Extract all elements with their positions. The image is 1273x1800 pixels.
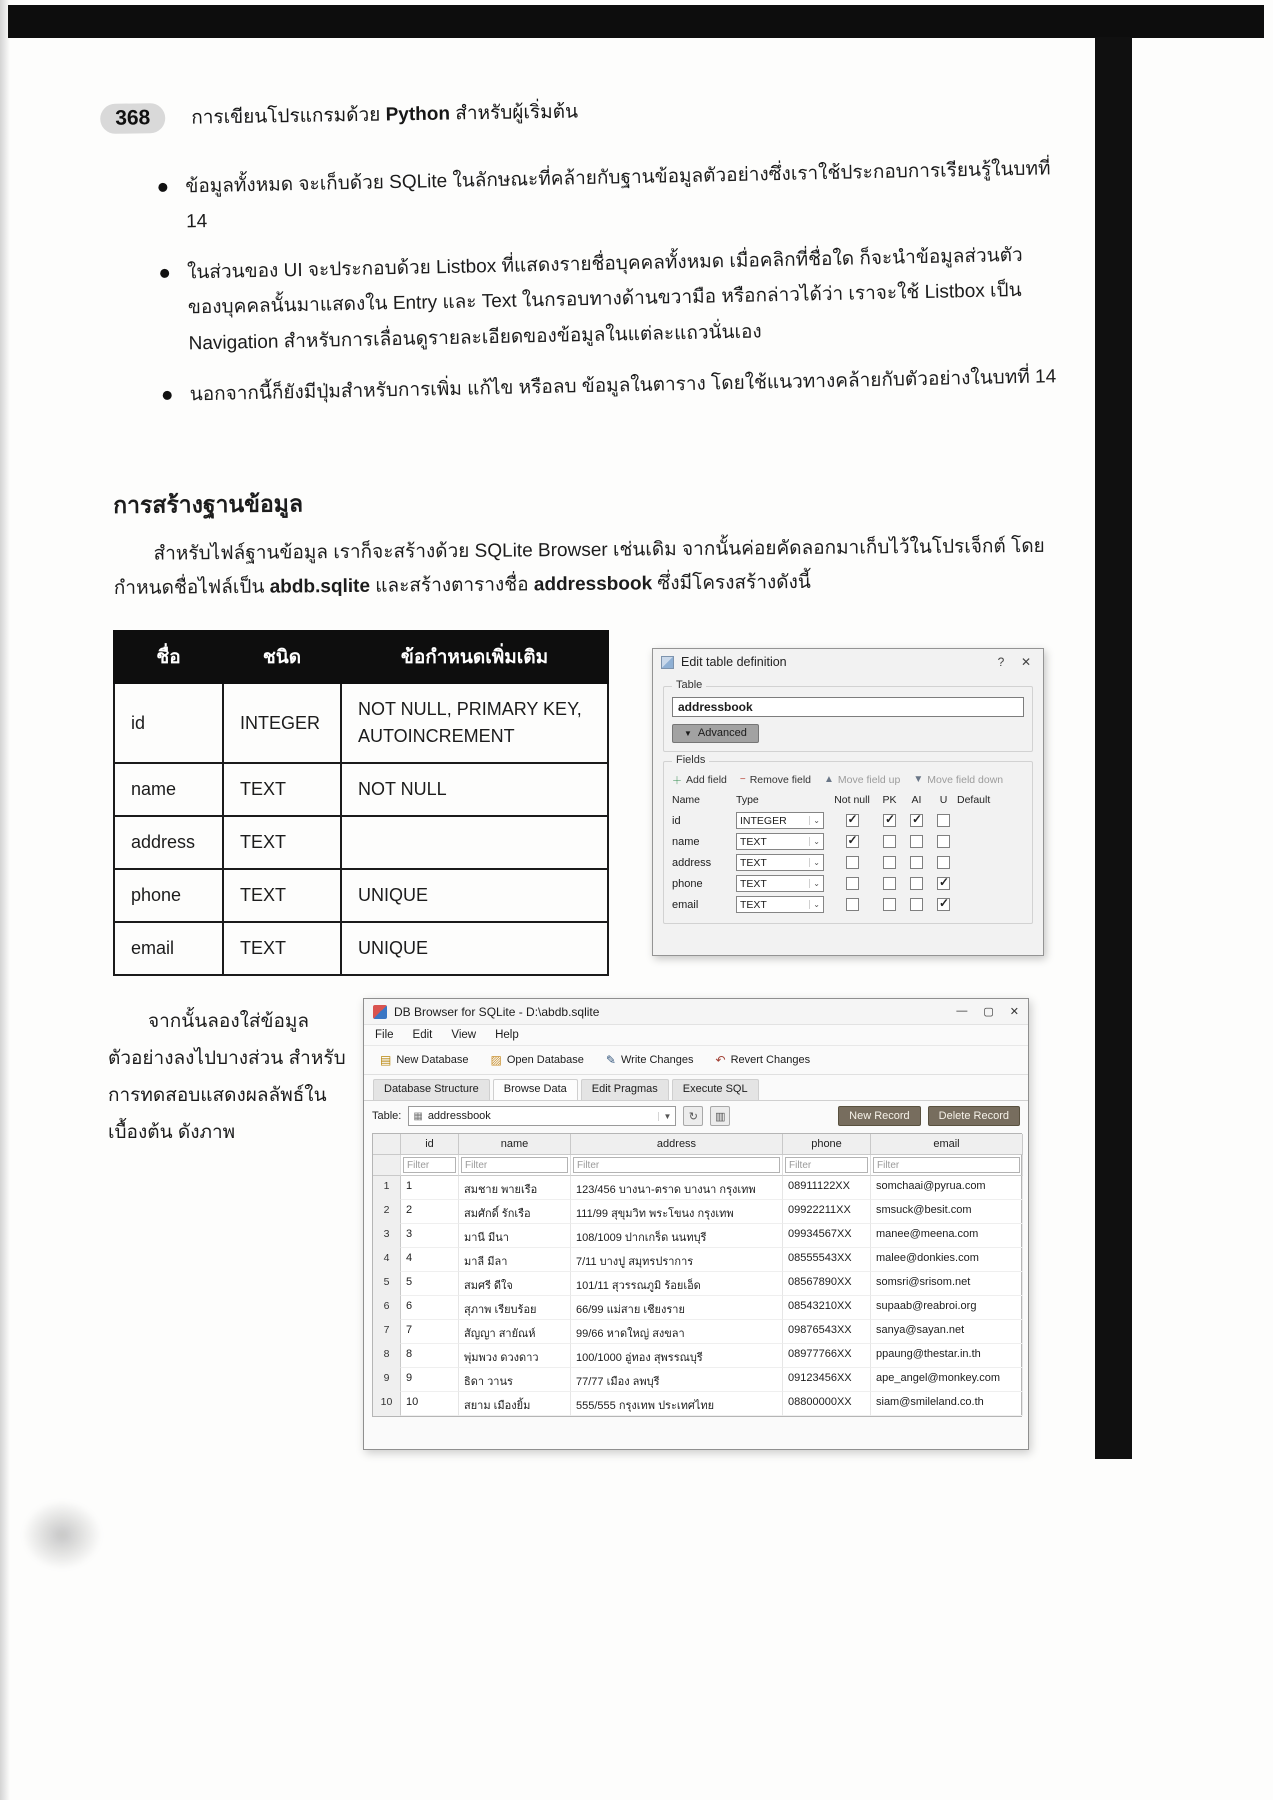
chevron-down-icon: ⌄: [809, 879, 820, 888]
bullet-dot-icon: [158, 183, 167, 192]
schema-header-row: [114, 631, 608, 683]
cell-name: สุภาพ เรียบร้อย: [459, 1296, 571, 1320]
schema-cell-name: address: [114, 816, 223, 869]
write-changes-icon: ✎: [605, 1053, 616, 1067]
column-header-address[interactable]: address: [571, 1134, 783, 1155]
window-controls: [956, 1005, 1019, 1018]
app-icon: [373, 1005, 387, 1019]
field-name: name: [672, 835, 700, 848]
schema-table: [113, 630, 609, 976]
schema-cell-type: TEXT: [223, 922, 341, 975]
intro-bullet: [162, 359, 1058, 413]
bullet-dot-icon: [163, 390, 172, 399]
window-title: DB Browser for SQLite - D:\abdb.sqlite: [394, 1004, 600, 1019]
remove-field-button[interactable]: − Remove field: [739, 773, 811, 786]
cell-email: siam@smileland.co.th: [871, 1392, 1023, 1416]
cell-email: ppaung@thestar.in.th: [871, 1344, 1023, 1368]
revert-changes-button[interactable]: ↶ Revert Changes: [715, 1053, 811, 1067]
chevron-down-icon: ⌄: [809, 858, 820, 867]
row-number-cell: 3: [373, 1224, 401, 1248]
grid-data-row[interactable]: [373, 1368, 1021, 1392]
field-type-dropdown[interactable]: TEXT ⌄: [736, 854, 824, 871]
field-type-dropdown[interactable]: TEXT ⌄: [736, 875, 824, 892]
unique-checkbox[interactable]: [937, 835, 950, 848]
schema-header-constraints: ข้อกำหนดเพิ่มเติม: [341, 631, 608, 683]
table-name-input[interactable]: addressbook: [672, 697, 1024, 717]
grid-data-row[interactable]: [373, 1392, 1021, 1416]
fields-groupbox: [663, 754, 1033, 924]
help-button[interactable]: ?: [997, 655, 1005, 669]
field-row[interactable]: [672, 852, 1024, 873]
section-create-database: [113, 480, 1054, 607]
grid-data-row[interactable]: [373, 1320, 1021, 1344]
window-titlebar: [364, 999, 1028, 1025]
row-number-cell: 5: [373, 1272, 401, 1296]
menu-file[interactable]: File: [375, 1029, 394, 1041]
row-number-cell: 7: [373, 1320, 401, 1344]
revert-changes-icon: ↶: [715, 1053, 726, 1067]
schema-cell-type: TEXT: [223, 816, 341, 869]
page-number-badge: 368: [100, 103, 166, 134]
field-name: id: [672, 814, 681, 827]
close-icon[interactable]: ✕: [1020, 655, 1032, 669]
field-row[interactable]: [672, 810, 1024, 831]
menu-edit[interactable]: Edit: [412, 1029, 433, 1041]
cell-address: 77/77 เมือง ลพบุรี: [571, 1368, 783, 1392]
pk-checkbox[interactable]: [883, 856, 896, 869]
cell-name: มาลี มีลา: [459, 1248, 571, 1272]
unique-checkbox[interactable]: [937, 877, 950, 890]
ai-checkbox[interactable]: [910, 814, 923, 827]
remove-icon: −: [739, 774, 746, 785]
page-header: [100, 96, 578, 134]
tab-bar: [364, 1075, 1028, 1101]
unique-checkbox[interactable]: [937, 898, 950, 911]
schema-cell-constraints: NOT NULL: [341, 763, 608, 816]
scan-artifact: [22, 1500, 102, 1570]
cell-id: 1: [401, 1176, 459, 1200]
scan-top-edge: [8, 5, 1264, 38]
cell-phone: 09123456XX: [783, 1368, 871, 1392]
row-number-cell: 9: [373, 1368, 401, 1392]
cell-phone: 08911122XX: [783, 1176, 871, 1200]
cell-id: 3: [401, 1224, 459, 1248]
grid-data-row[interactable]: [373, 1344, 1021, 1368]
arrow-up-icon: ▲: [824, 774, 834, 785]
schema-cell-constraints: NOT NULL, PRIMARY KEY, AUTOINCREMENT: [341, 683, 608, 763]
grid-filter-row: [373, 1155, 1021, 1176]
new-record-button[interactable]: New Record: [838, 1106, 921, 1126]
bullet-text: ข้อมูลทั้งหมด จะเก็บด้วย SQLite ในลักษณะที่คล้ายกับฐานข้อมูลตัวอย่างซึ่งเราใช้ประกอบการเรียนรู้ในบทที่ 14: [185, 158, 1051, 233]
filter-clear-icon: ▥: [715, 1110, 726, 1123]
cell-address: 111/99 สุขุมวิท พระโขนง กรุงเทพ: [571, 1200, 783, 1224]
schema-header-name: ชื่อ: [114, 631, 223, 683]
cell-email: supaab@reabroi.org: [871, 1296, 1023, 1320]
tab-browse-data[interactable]: Browse Data: [493, 1079, 578, 1100]
cell-email: smsuck@besit.com: [871, 1200, 1023, 1224]
cell-name: สมศรี ดีใจ: [459, 1272, 571, 1296]
cell-phone: 09876543XX: [783, 1320, 871, 1344]
cell-phone: 08977766XX: [783, 1344, 871, 1368]
cell-name: ธิดา วานร: [459, 1368, 571, 1392]
field-name: email: [672, 898, 699, 911]
clear-filters-button[interactable]: [710, 1106, 730, 1126]
table-label: Table:: [372, 1110, 402, 1122]
schema-cell-constraints: UNIQUE: [341, 869, 608, 922]
schema-cell-type: TEXT: [223, 763, 341, 816]
schema-row: [114, 763, 608, 816]
table-group-label: Table: [672, 679, 706, 691]
field-type-dropdown[interactable]: TEXT ⌄: [736, 896, 824, 913]
open-database-icon: ▨: [490, 1053, 502, 1067]
cell-id: 9: [401, 1368, 459, 1392]
maximize-icon[interactable]: ▢: [983, 1006, 994, 1018]
cell-address: 99/66 หาดใหญ่ สงขลา: [571, 1320, 783, 1344]
cell-id: 10: [401, 1392, 459, 1416]
column-header-id[interactable]: id: [401, 1134, 459, 1155]
cell-address: 101/11 สุวรรณภูมิ ร้อยเอ็ด: [571, 1272, 783, 1296]
add-field-button[interactable]: ＋ Add field: [672, 773, 727, 787]
edit-table-dialog: [652, 648, 1044, 956]
field-name: address: [672, 856, 712, 869]
ai-checkbox[interactable]: [910, 898, 923, 911]
schema-cell-constraints: [341, 816, 608, 869]
grid-data-row[interactable]: [373, 1272, 1021, 1296]
refresh-button[interactable]: [683, 1106, 703, 1126]
not-null-checkbox[interactable]: [846, 898, 859, 911]
chevron-down-icon: ▼: [684, 728, 692, 738]
schema-cell-name: name: [114, 763, 223, 816]
field-type-dropdown[interactable]: TEXT ⌄: [736, 833, 824, 850]
schema-header-type: ชนิด: [223, 631, 341, 683]
filter-input-id[interactable]: [403, 1157, 456, 1173]
intro-bullet: [160, 238, 1057, 362]
cell-email: ape_angel@monkey.com: [871, 1368, 1023, 1392]
close-icon[interactable]: ✕: [1009, 1006, 1019, 1018]
row-number-cell: 1: [373, 1176, 401, 1200]
schema-row: [114, 869, 608, 922]
chevron-down-icon: ⌄: [809, 900, 820, 909]
column-header-name[interactable]: name: [459, 1134, 571, 1155]
grid-data-row[interactable]: [373, 1200, 1021, 1224]
dialog-icon: [661, 656, 674, 669]
grid-data-row[interactable]: [373, 1296, 1021, 1320]
bullet-dot-icon: [160, 269, 169, 278]
ai-checkbox[interactable]: [910, 835, 923, 848]
schema-row: [114, 683, 608, 763]
schema-row: [114, 816, 608, 869]
scan-left-shadow: [0, 0, 10, 1800]
schema-cell-constraints: UNIQUE: [341, 922, 608, 975]
cell-phone: 08800000XX: [783, 1392, 871, 1416]
schema-cell-type: INTEGER: [223, 683, 341, 763]
intro-bullet: [158, 151, 1054, 240]
not-null-checkbox[interactable]: [846, 877, 859, 890]
intro-bullet-list: [158, 151, 1058, 429]
grid-header-row: [373, 1134, 1021, 1155]
grid-data-row[interactable]: [373, 1224, 1021, 1248]
table-groupbox: [663, 679, 1033, 752]
cell-email: somchaai@pyrua.com: [871, 1176, 1023, 1200]
main-toolbar: [364, 1046, 1028, 1075]
schema-cell-name: phone: [114, 869, 223, 922]
table-select-dropdown[interactable]: ▦ addressbook ▼: [408, 1106, 676, 1126]
cell-id: 8: [401, 1344, 459, 1368]
schema-cell-name: email: [114, 922, 223, 975]
new-database-button[interactable]: ▤ New Database: [380, 1053, 469, 1067]
chapter-title: การเขียนโปรแกรมด้วย Python สำหรับผู้เริ่มต้น: [191, 101, 579, 129]
chevron-down-icon: ⌄: [809, 837, 820, 846]
pk-checkbox[interactable]: [883, 877, 896, 890]
dialog-titlebar: [653, 649, 1043, 675]
cell-name: พุ่มพวง ดวงดาว: [459, 1344, 571, 1368]
data-grid: [372, 1133, 1022, 1417]
filter-corner-cell: [373, 1155, 401, 1176]
table-icon: ▦: [413, 1110, 423, 1122]
cell-phone: 09934567XX: [783, 1224, 871, 1248]
row-number-cell: 8: [373, 1344, 401, 1368]
cell-address: 66/99 แม่สาย เชียงราย: [571, 1296, 783, 1320]
add-icon: ＋: [672, 776, 682, 787]
cell-email: somsri@srisom.net: [871, 1272, 1023, 1296]
cell-email: sanya@sayan.net: [871, 1320, 1023, 1344]
move-field-up-button[interactable]: ▲ Move field up: [824, 773, 901, 786]
not-null-checkbox[interactable]: [846, 856, 859, 869]
minimize-icon[interactable]: —: [956, 1005, 968, 1017]
unique-checkbox[interactable]: [937, 814, 950, 827]
cell-email: malee@donkies.com: [871, 1248, 1023, 1272]
arrow-down-icon: ▼: [913, 774, 924, 785]
row-number-cell: 10: [373, 1392, 401, 1416]
pk-checkbox[interactable]: [883, 835, 896, 848]
cell-phone: 08555543XX: [783, 1248, 871, 1272]
column-header-phone[interactable]: phone: [783, 1134, 871, 1155]
cell-email: manee@meena.com: [871, 1224, 1023, 1248]
cell-address: 555/555 กรุงเทพ ประเทศไทย: [571, 1392, 783, 1416]
column-header-email[interactable]: email: [871, 1134, 1023, 1155]
row-number-cell: 6: [373, 1296, 401, 1320]
chevron-down-icon: ⌄: [809, 816, 820, 825]
cell-address: 7/11 บางปู สมุทรปราการ: [571, 1248, 783, 1272]
ai-checkbox[interactable]: [910, 856, 923, 869]
menu-bar: [364, 1025, 1028, 1046]
cell-phone: 08543210XX: [783, 1296, 871, 1320]
dialog-title: Edit table definition: [681, 655, 787, 669]
not-null-checkbox[interactable]: [846, 835, 859, 848]
table-selector-row: [364, 1101, 1028, 1131]
cell-phone: 09922211XX: [783, 1200, 871, 1224]
cell-name: สัญญา สายัณห์: [459, 1320, 571, 1344]
schema-cell-name: id: [114, 683, 223, 763]
cell-id: 6: [401, 1296, 459, 1320]
cell-id: 4: [401, 1248, 459, 1272]
cell-id: 5: [401, 1272, 459, 1296]
row-number-cell: 4: [373, 1248, 401, 1272]
pk-checkbox[interactable]: [883, 898, 896, 911]
tab-execute-sql[interactable]: Execute SQL: [672, 1079, 759, 1100]
fields-group-label: Fields: [672, 754, 709, 766]
cell-address: 100/1000 อู่ทอง สุพรรณบุรี: [571, 1344, 783, 1368]
tab-database-structure[interactable]: Database Structure: [373, 1079, 490, 1100]
cell-id: 7: [401, 1320, 459, 1344]
field-row[interactable]: [672, 894, 1024, 915]
filter-input-address[interactable]: [573, 1157, 780, 1173]
menu-view[interactable]: View: [451, 1029, 477, 1041]
refresh-icon: ↻: [688, 1110, 698, 1123]
chevron-down-icon: ▼: [658, 1112, 671, 1121]
filter-input-name[interactable]: [461, 1157, 568, 1173]
delete-record-button[interactable]: Delete Record: [928, 1106, 1020, 1126]
pk-checkbox[interactable]: [883, 814, 896, 827]
bullet-text: นอกจากนี้ก็ยังมีปุ่มสำหรับการเพิ่ม แก้ไข หรือลบ ข้อมูลในตาราง โดยใช้แนวทางคล้ายกับตัวอย่างในบทที่ 14: [189, 365, 1057, 406]
cell-address: 123/456 บางนา-ตราด บางนา กรุงเทพ: [571, 1176, 783, 1200]
menu-help[interactable]: Help: [495, 1029, 519, 1041]
open-database-button[interactable]: ▨ Open Database: [490, 1053, 584, 1067]
field-row[interactable]: [672, 831, 1024, 852]
move-field-down-button[interactable]: ▼ Move field down: [913, 773, 1004, 786]
new-database-icon: ▤: [380, 1053, 392, 1067]
write-changes-button[interactable]: ✎ Write Changes: [605, 1053, 694, 1067]
cell-name: สยาม เมืองยิ้ม: [459, 1392, 571, 1416]
unique-checkbox[interactable]: [937, 856, 950, 869]
field-name: phone: [672, 877, 703, 890]
row-number-cell: 2: [373, 1200, 401, 1224]
not-null-checkbox[interactable]: [846, 814, 859, 827]
cell-name: สมชาย พายเรือ: [459, 1176, 571, 1200]
grid-corner-cell: [373, 1134, 401, 1155]
tab-edit-pragmas[interactable]: Edit Pragmas: [581, 1079, 669, 1100]
field-type-dropdown[interactable]: INTEGER ⌄: [736, 812, 824, 829]
filter-input-email[interactable]: [873, 1157, 1020, 1173]
cell-phone: 08567890XX: [783, 1272, 871, 1296]
filter-input-phone[interactable]: [785, 1157, 868, 1173]
db-browser-window: [363, 998, 1029, 1450]
side-note-paragraph: จากนั้นลองใส่ข้อมูลตัวอย่างลงไปบางส่วน สำหรับการทดสอบแสดงผลลัพธ์ในเบื้องต้น ดังภาพ: [108, 1011, 346, 1144]
scan-right-edge: [1095, 37, 1132, 1459]
advanced-toggle-button[interactable]: ▼ Advanced: [672, 724, 759, 743]
cell-id: 2: [401, 1200, 459, 1224]
field-row[interactable]: [672, 873, 1024, 894]
fields-grid-header: Name Type Not null PK AI U Default: [672, 794, 991, 806]
fields-toolbar: [672, 772, 1024, 787]
schema-cell-type: TEXT: [223, 869, 341, 922]
cell-address: 108/1009 ปากเกร็ด นนทบุรี: [571, 1224, 783, 1248]
grid-data-row[interactable]: [373, 1248, 1021, 1272]
grid-data-row[interactable]: [373, 1176, 1021, 1200]
ai-checkbox[interactable]: [910, 877, 923, 890]
schema-row: [114, 922, 608, 975]
bullet-text: ในส่วนของ UI จะประกอบด้วย Listbox ที่แสดงรายชื่อบุคคลทั้งหมด เมื่อคลิกที่ชื่อใด ก็จะนำข้อมูลส่วนตัวของบุคคลนั้นมาแสดงใน Entry และ Text ในกรอบทางด้านขวามือ หรือกล่าวได้ว่า เราจะใช้ Listbox เป็น Navigation สำหรับการเลื่อนดูรายละเอียดของข้อมูลในแต่ละแถวนั่นเอง: [186, 245, 1023, 354]
cell-name: มานี มีนา: [459, 1224, 571, 1248]
section-title: การสร้างฐานข้อมูล: [113, 490, 304, 518]
section-paragraph: สำหรับไฟล์ฐานข้อมูล เราก็จะสร้างด้วย SQLite Browser เช่นเดิม จากนั้นค่อยคัดลอกมาเก็บไว้ในโปรเจ็กต์ โดยกำหนดชื่อไฟล์เป็น abdb.sqlite และสร้างตารางชื่อ addressbook ซึ่งมีโครงสร้างดังนี้: [113, 535, 1045, 600]
cell-name: สมศักดิ์ รักเรือ: [459, 1200, 571, 1224]
